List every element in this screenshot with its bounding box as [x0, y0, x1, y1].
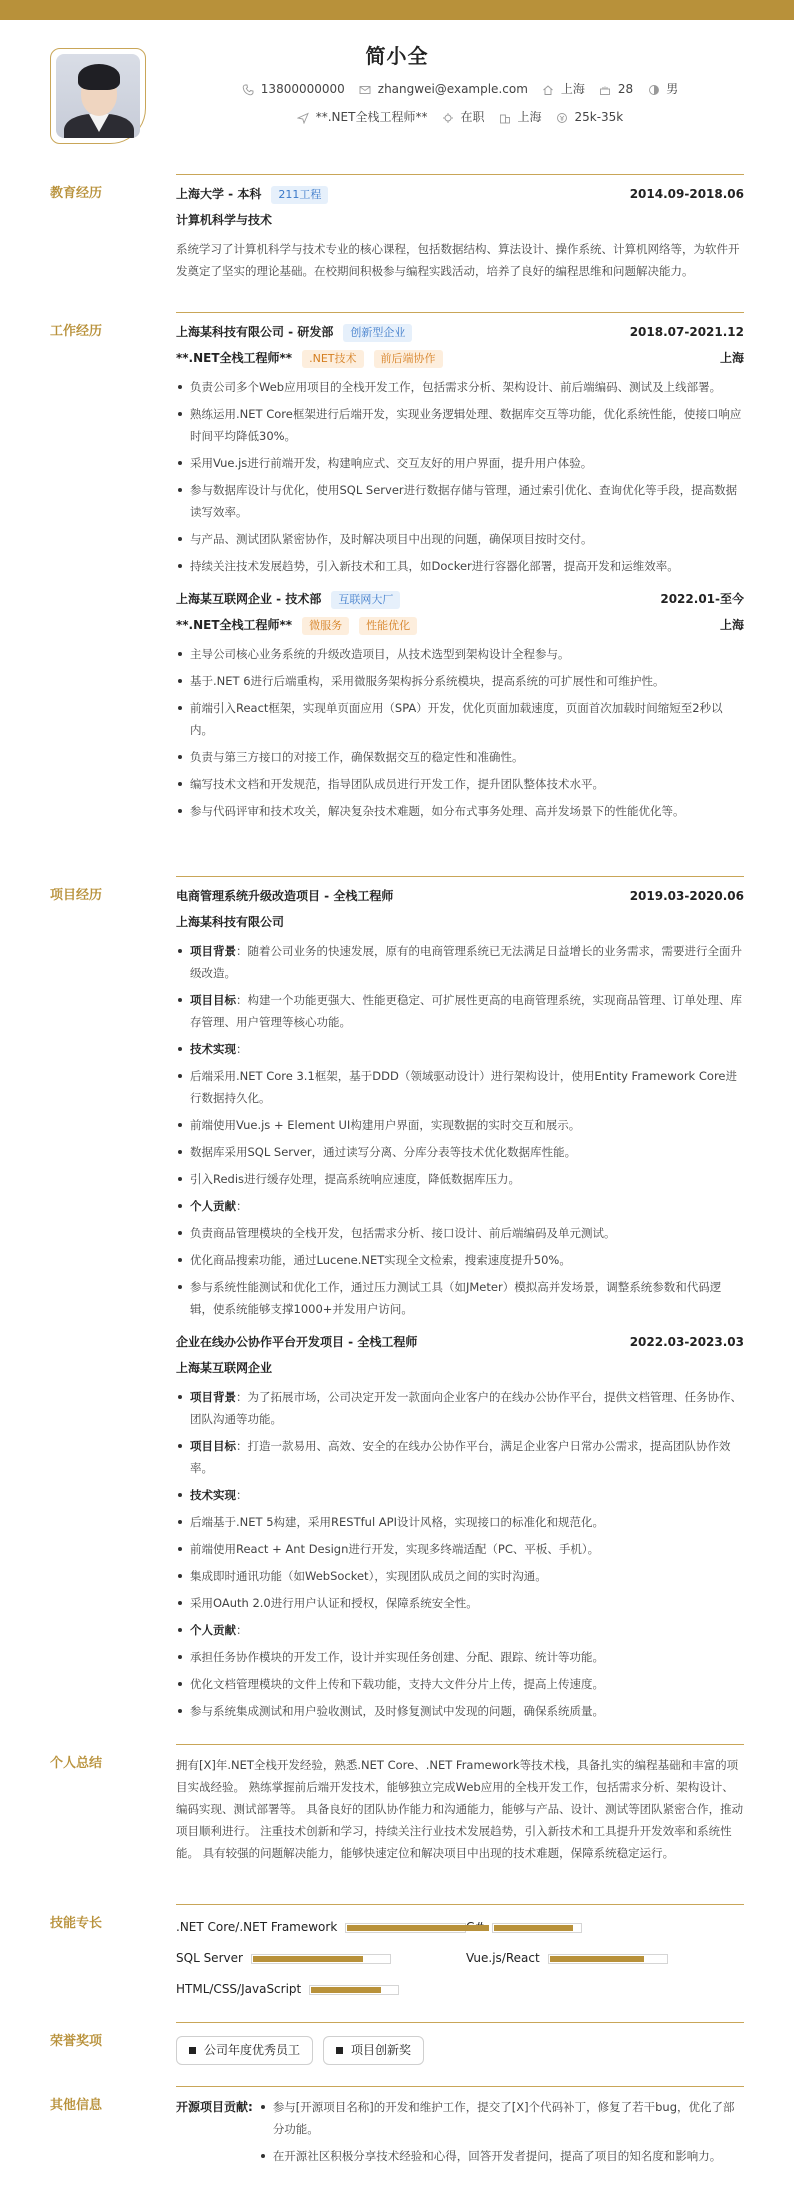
summary-section: [50, 1744, 744, 1894]
job-duties: [176, 643, 744, 822]
job-header: [176, 322, 744, 344]
gender-info: [647, 80, 678, 99]
skill-name: .NET Core/.NET Framework: [176, 1920, 338, 1934]
list-item: 基于.NET 6进行后端重构，采用微服务架构拆分系统模块，提高系统的可扩展性和可维护性。: [176, 670, 744, 692]
education-header: [176, 184, 744, 206]
education-section: [50, 174, 744, 304]
list-item: 前端使用Vue.js + Element UI构建用户界面，实现数据的实时交互和展示。: [176, 1114, 744, 1136]
target-city-text: 上海: [517, 110, 542, 124]
section-divider: [176, 174, 744, 175]
city-text: 上海: [560, 82, 585, 96]
list-item: 负责公司多个Web应用项目的全栈开发工作，包括需求分析、架构设计、前后端编码、测试及上线部署。: [176, 376, 744, 398]
email-text: zhangwei@example.com: [377, 82, 528, 96]
summary-body: [176, 1754, 744, 1864]
skill-name: Vue.js/React: [466, 1951, 540, 1966]
skill-level-bar: [492, 1923, 582, 1933]
projects-body: [176, 886, 744, 1727]
education-period: 2014.09-2018.06: [629, 187, 744, 202]
detail-label: 个人贡献: [190, 1199, 236, 1213]
list-item: 与产品、测试团队紧密协作，及时解决项目中出现的问题，确保项目按时交付。: [176, 528, 744, 550]
contact-row: [230, 80, 690, 99]
list-item: 负责与第三方接口的对接工作，确保数据交互的稳定性和准确性。: [176, 746, 744, 768]
skills-body: [176, 1914, 744, 2000]
skill-level-fill: [311, 1987, 381, 1993]
age-icon: [599, 83, 612, 96]
skill-level-bar: [251, 1954, 391, 1964]
list-item: 参与系统性能测试和优化工作，通过压力测试工具（如JMeter）模拟高并发场景，调整系统参数和代码逻辑，使系统能够支撑1000+并发用户访问。: [176, 1276, 744, 1320]
list-item: 个人贡献：: [176, 1619, 744, 1641]
other-section: [50, 2086, 744, 2204]
skill-level-bar: [548, 1954, 668, 1964]
project-company-name: 上海某互联网企业: [176, 1361, 273, 1376]
skill-item: [176, 1980, 466, 1999]
skills-section: [50, 1904, 744, 2014]
award-square-icon: [336, 2047, 343, 2054]
major-name: 计算机科学与技术: [176, 213, 273, 228]
phone-info: [242, 80, 345, 99]
gender-text: 男: [666, 82, 679, 96]
list-item: 集成即时通讯功能（如WebSocket），实现团队成员之间的实时沟通。: [176, 1565, 744, 1587]
job-period: 2018.07-2021.12: [629, 325, 744, 340]
job-header-left: [176, 590, 400, 609]
role-title: **.NET全栈工程师**: [176, 618, 293, 633]
skill-level-fill: [550, 1956, 644, 1962]
section-title-awards: 荣誉奖项: [50, 2034, 103, 2049]
top-accent-bar: [0, 0, 794, 20]
section-divider: [176, 312, 744, 313]
list-item: 引入Redis进行缓存处理，提高系统响应速度，降低数据库压力。: [176, 1168, 744, 1190]
detail-text: ：构建一个功能更强大、性能更稳定、可扩展性更高的电商管理系统，实现商品管理、订单处理、库存管理、用户管理等核心功能。: [190, 993, 742, 1029]
skill-level-bar: [345, 1923, 466, 1933]
school-tag: 211工程: [271, 186, 328, 204]
list-item: 后端基于.NET 5构建，采用RESTful API设计风格，实现接口的标准化和规范化。: [176, 1511, 744, 1533]
detail-text: ：为了拓展市场，公司决定开发一款面向企业客户的在线办公协作平台，提供文档管理、任务协作、团队沟通等功能。: [190, 1390, 742, 1426]
job-duties: [176, 376, 744, 577]
skills-grid: [176, 1918, 744, 2000]
role-title: **.NET全栈工程师**: [176, 351, 293, 366]
list-item: [176, 989, 744, 1033]
salary-info: [555, 108, 623, 127]
skill-level-bar: [309, 1985, 399, 1995]
list-item: [176, 940, 744, 984]
detail-label: 项目目标: [190, 1439, 236, 1453]
phone-icon: [242, 83, 255, 96]
job-period: 2022.01-至今: [660, 592, 744, 607]
list-item: 参与系统集成测试和用户验收测试，及时修复测试中发现的问题，确保系统质量。: [176, 1700, 744, 1722]
skill-level-fill: [347, 1925, 489, 1931]
section-title-skills: 技能专长: [50, 1916, 103, 1931]
detail-label: 项目目标: [190, 993, 236, 1007]
role-header: [176, 348, 744, 370]
award-badge: [176, 2036, 313, 2065]
summary-text: 拥有[X]年.NET全栈开发经验，熟悉.NET Core、.NET Framework等技术栈，具备扎实的编程基础和丰富的项目实战经验。 熟练掌握前后端开发技术，能够独立完成Web应用的全栈开发工作，包括需求分析、架构设计、编码实现、测试部署等。 具备良好的团队协作能力和沟通能力，能够与产品、设计、测试等团队紧密合作，推动项目顺利进行。 注重技术创新和学习，持续关注行业技术发展趋势，引入新技术和工具提升开发效率和系统性能。 具有较强的问题解决能力，能够快速定位和解决项目中出现的技术难题，保障系统稳定运行。: [176, 1758, 744, 1860]
role-tag: 前后端协作: [374, 350, 443, 368]
list-item: [176, 1435, 744, 1479]
project-details: [176, 940, 744, 1320]
list-item: 主导公司核心业务系统的升级改造项目，从技术选型到架构设计全程参与。: [176, 643, 744, 665]
list-item: 前端引入React框架，实现单页面应用（SPA）开发，优化页面加载速度，页面首次加载时间缩短至2秒以内。: [176, 697, 744, 741]
status-icon: [441, 111, 454, 124]
section-divider: [176, 2022, 744, 2023]
status-info: [441, 108, 484, 127]
salary-icon: [555, 111, 568, 124]
awards-list: [176, 2036, 744, 2065]
detail-label: 技术实现: [190, 1488, 236, 1502]
city-icon: [498, 111, 511, 124]
list-item: 采用Vue.js进行前端开发，构建响应式、交互友好的用户界面，提升用户体验。: [176, 452, 744, 474]
company-name: 上海某科技有限公司 - 研发部: [176, 325, 334, 340]
role-tag: 性能优化: [359, 617, 417, 635]
section-divider: [176, 876, 744, 877]
detail-label: 个人贡献: [190, 1623, 236, 1637]
section-divider: [176, 1744, 744, 1745]
award-name: 公司年度优秀员工: [204, 2043, 301, 2057]
project-company: [176, 912, 744, 934]
section-title-education: 教育经历: [50, 186, 103, 201]
list-item: 负责商品管理模块的全栈开发，包括需求分析、接口设计、前后端编码及单元测试。: [176, 1222, 744, 1244]
role-left: [176, 349, 443, 368]
list-item: 技术实现：: [176, 1484, 744, 1506]
skill-name: HTML/CSS/JavaScript: [176, 1982, 302, 1997]
job-header: [176, 589, 744, 611]
target-city-info: [498, 108, 541, 127]
list-item: 个人贡献：: [176, 1195, 744, 1217]
age-text: 28: [617, 82, 634, 96]
job-icon: [297, 111, 310, 124]
candidate-name: 简小全: [365, 44, 429, 68]
location-icon: [542, 83, 555, 96]
company-name: 上海某互联网企业 - 技术部: [176, 592, 322, 607]
skill-name: SQL Server: [176, 1951, 243, 1966]
education-desc: 系统学习了计算机科学与技术专业的核心课程，包括数据结构、算法设计、操作系统、计算机网络等，为软件开发奠定了坚实的理论基础。在校期间积极参与编程实践活动，培养了良好的编程思维和问题解决能力。: [176, 242, 740, 278]
list-item: 数据库采用SQL Server，通过读写分离、分库分表等技术优化数据库性能。: [176, 1141, 744, 1163]
award-square-icon: [189, 2047, 196, 2054]
project-header: [176, 886, 744, 908]
section-divider: [176, 2086, 744, 2087]
job-info: [297, 108, 428, 127]
skill-level-fill: [494, 1925, 573, 1931]
company-tag: 互联网大厂: [331, 591, 400, 609]
job-entry: [176, 322, 744, 577]
list-item: 前端使用React + Ant Design进行开发，实现多终端适配（PC、平板、手机）。: [176, 1538, 744, 1560]
project-name: 电商管理系统升级改造项目 - 全栈工程师: [176, 889, 394, 904]
age-info: [599, 80, 633, 99]
skill-level-fill: [253, 1956, 363, 1962]
city-info: [542, 80, 585, 99]
list-item: [176, 1386, 744, 1430]
detail-text: ：随着公司业务的快速发展，原有的电商管理系统已无法满足日益增长的业务需求，需要进行全面升级改造。: [190, 944, 742, 980]
award-name: 项目创新奖: [351, 2043, 412, 2057]
school-name: 上海大学 - 本科: [176, 187, 262, 202]
project-name: 企业在线办公协作平台开发项目 - 全栈工程师: [176, 1335, 418, 1350]
company-tag: 创新型企业: [343, 324, 412, 342]
email-info: [359, 80, 528, 99]
list-item: 熟练运用.NET Core框架进行后端开发，实现业务逻辑处理、数据库交互等功能，优化系统性能，使接口响应时间平均降低30%。: [176, 403, 744, 447]
role-tag: .NET技术: [302, 350, 363, 368]
resume-header: [0, 20, 794, 170]
job-entry: [176, 589, 744, 822]
skill-item: [176, 1949, 466, 1968]
list-item: 参与[开源项目名称]的开发和维护工作，提交了[X]个代码补丁，修复了若干bug，优化了部分功能。: [259, 2096, 744, 2140]
list-item: 优化商品搜索功能，通过Lucene.NET实现全文检索，搜索速度提升50%。: [176, 1249, 744, 1271]
project-period: 2019.03-2020.06: [629, 889, 744, 904]
project-company: [176, 1358, 744, 1380]
mail-icon: [359, 83, 372, 96]
job-location: 上海: [719, 351, 744, 366]
project-entry: [176, 1332, 744, 1722]
list-item: 采用OAuth 2.0进行用户认证和授权，保障系统安全性。: [176, 1592, 744, 1614]
awards-body: [176, 2032, 744, 2065]
gender-icon: [647, 83, 660, 96]
list-item: 编写技术文档和开发规范，指导团队成员进行开发工作，提升团队整体技术水平。: [176, 773, 744, 795]
list-item: 参与代码评审和技术攻关，解决复杂技术难题，如分布式事务处理、高并发场景下的性能优化等。: [176, 800, 744, 822]
project-header: [176, 1332, 744, 1354]
detail-label: 项目背景: [190, 1390, 236, 1404]
job-header-left: [176, 323, 412, 342]
list-item: 后端采用.NET Core 3.1框架，基于DDD（领域驱动设计）进行架构设计，使用Entity Framework Core进行数据持久化。: [176, 1065, 744, 1109]
work-body: [176, 322, 744, 827]
salary-text: 25k-35k: [574, 110, 624, 124]
list-item: 优化文档管理模块的文件上传和下载功能，支持大文件分片上传，提高上传速度。: [176, 1673, 744, 1695]
projects-section: [50, 876, 744, 1740]
awards-section: [50, 2022, 744, 2084]
role-header: [176, 615, 744, 637]
education-body: [176, 184, 744, 282]
detail-label: 项目背景: [190, 944, 236, 958]
project-entry: [176, 886, 744, 1320]
open-source-list: [259, 2096, 744, 2172]
role-left: [176, 616, 417, 635]
open-source-label: 开源项目贡献:: [176, 2100, 253, 2114]
detail-text: ：打造一款易用、高效、安全的在线办公协作平台，满足企业客户日常办公需求，提高团队协作效率。: [190, 1439, 731, 1475]
section-title-projects: 项目经历: [50, 888, 103, 903]
role-tag: 微服务: [302, 617, 349, 635]
detail-label: 技术实现: [190, 1042, 236, 1056]
job-title-text: **.NET全栈工程师**: [315, 110, 428, 124]
list-item: 技术实现：: [176, 1038, 744, 1060]
skill-item: [466, 1949, 756, 1968]
intent-row: [230, 108, 690, 127]
list-item: 承担任务协作模块的开发工作，设计并实现任务创建、分配、跟踪、统计等功能。: [176, 1646, 744, 1668]
section-divider: [176, 1904, 744, 1905]
skill-item: [466, 1918, 756, 1937]
section-title-work: 工作经历: [50, 324, 103, 339]
project-period: 2022.03-2023.03: [629, 1335, 744, 1350]
list-item: 持续关注技术发展趋势，引入新技术和工具，如Docker进行容器化部署，提高开发和运维效率。: [176, 555, 744, 577]
project-company-name: 上海某科技有限公司: [176, 915, 285, 930]
skill-item: [176, 1918, 466, 1937]
job-location: 上海: [719, 618, 744, 633]
list-item: 参与数据库设计与优化，使用SQL Server进行数据存储与管理，通过索引优化、查询优化等手段，提高数据读写效率。: [176, 479, 744, 523]
status-text: 在职: [460, 110, 485, 124]
section-title-summary: 个人总结: [50, 1756, 103, 1771]
award-badge: [323, 2036, 424, 2065]
work-section: [50, 312, 744, 872]
phone-text: 13800000000: [260, 82, 345, 96]
project-details: [176, 1386, 744, 1722]
list-item: 在开源社区积极分享技术经验和心得，回答开发者提问，提高了项目的知名度和影响力。: [259, 2145, 744, 2167]
other-body: [176, 2096, 744, 2172]
section-title-other: 其他信息: [50, 2098, 103, 2113]
